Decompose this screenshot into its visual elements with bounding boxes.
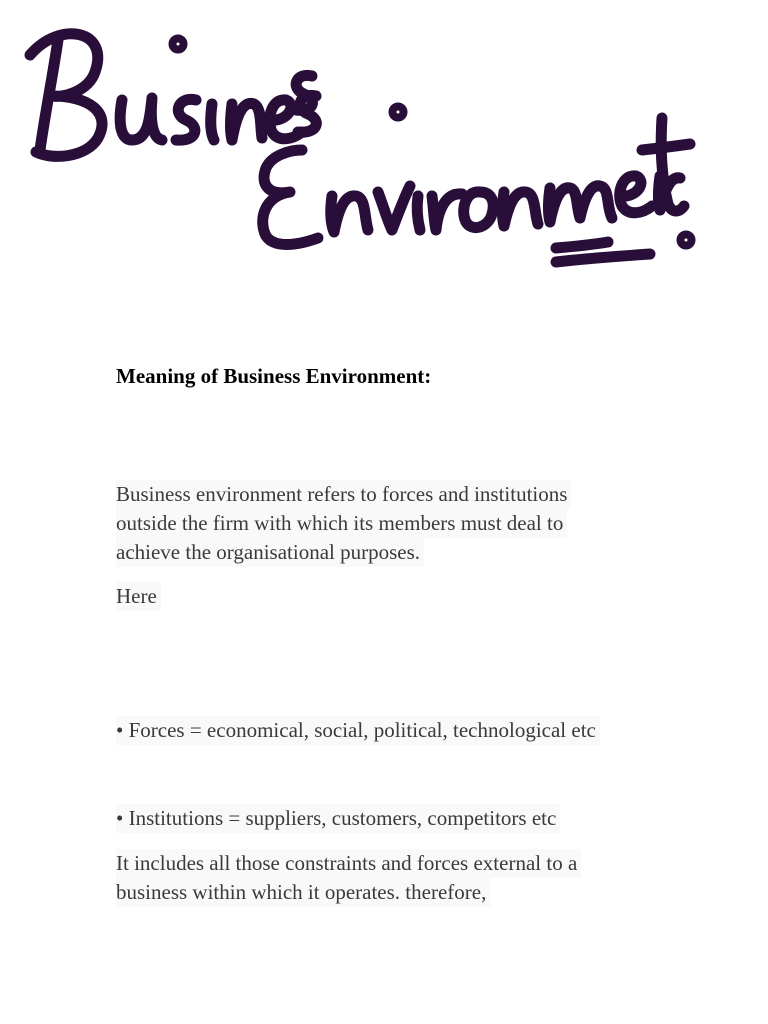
paragraph-line: business within which it operates. therefore, <box>116 878 490 907</box>
includes-paragraph <box>116 849 656 907</box>
paragraph-line: Here <box>116 582 161 611</box>
paragraph-line: achieve the organisational purposes. <box>116 538 424 567</box>
handwritten-title <box>0 0 768 290</box>
bullet-text: • Forces = economical, social, political, technological etc <box>116 716 600 745</box>
definition-paragraph <box>116 480 656 567</box>
bullet-institutions <box>116 804 560 833</box>
section-heading: Meaning of Business Environment: <box>116 364 432 388</box>
paragraph-line: outside the firm with which its members must deal to <box>116 509 567 538</box>
paragraph-line: It includes all those constraints and forces external to a <box>116 849 581 878</box>
here-paragraph <box>116 582 161 611</box>
bullet-forces <box>116 716 600 745</box>
bullet-text: • Institutions = suppliers, customers, competitors etc <box>116 804 560 833</box>
paragraph-line: Business environment refers to forces and institutions <box>116 480 571 509</box>
handwritten-title-art <box>0 0 768 290</box>
